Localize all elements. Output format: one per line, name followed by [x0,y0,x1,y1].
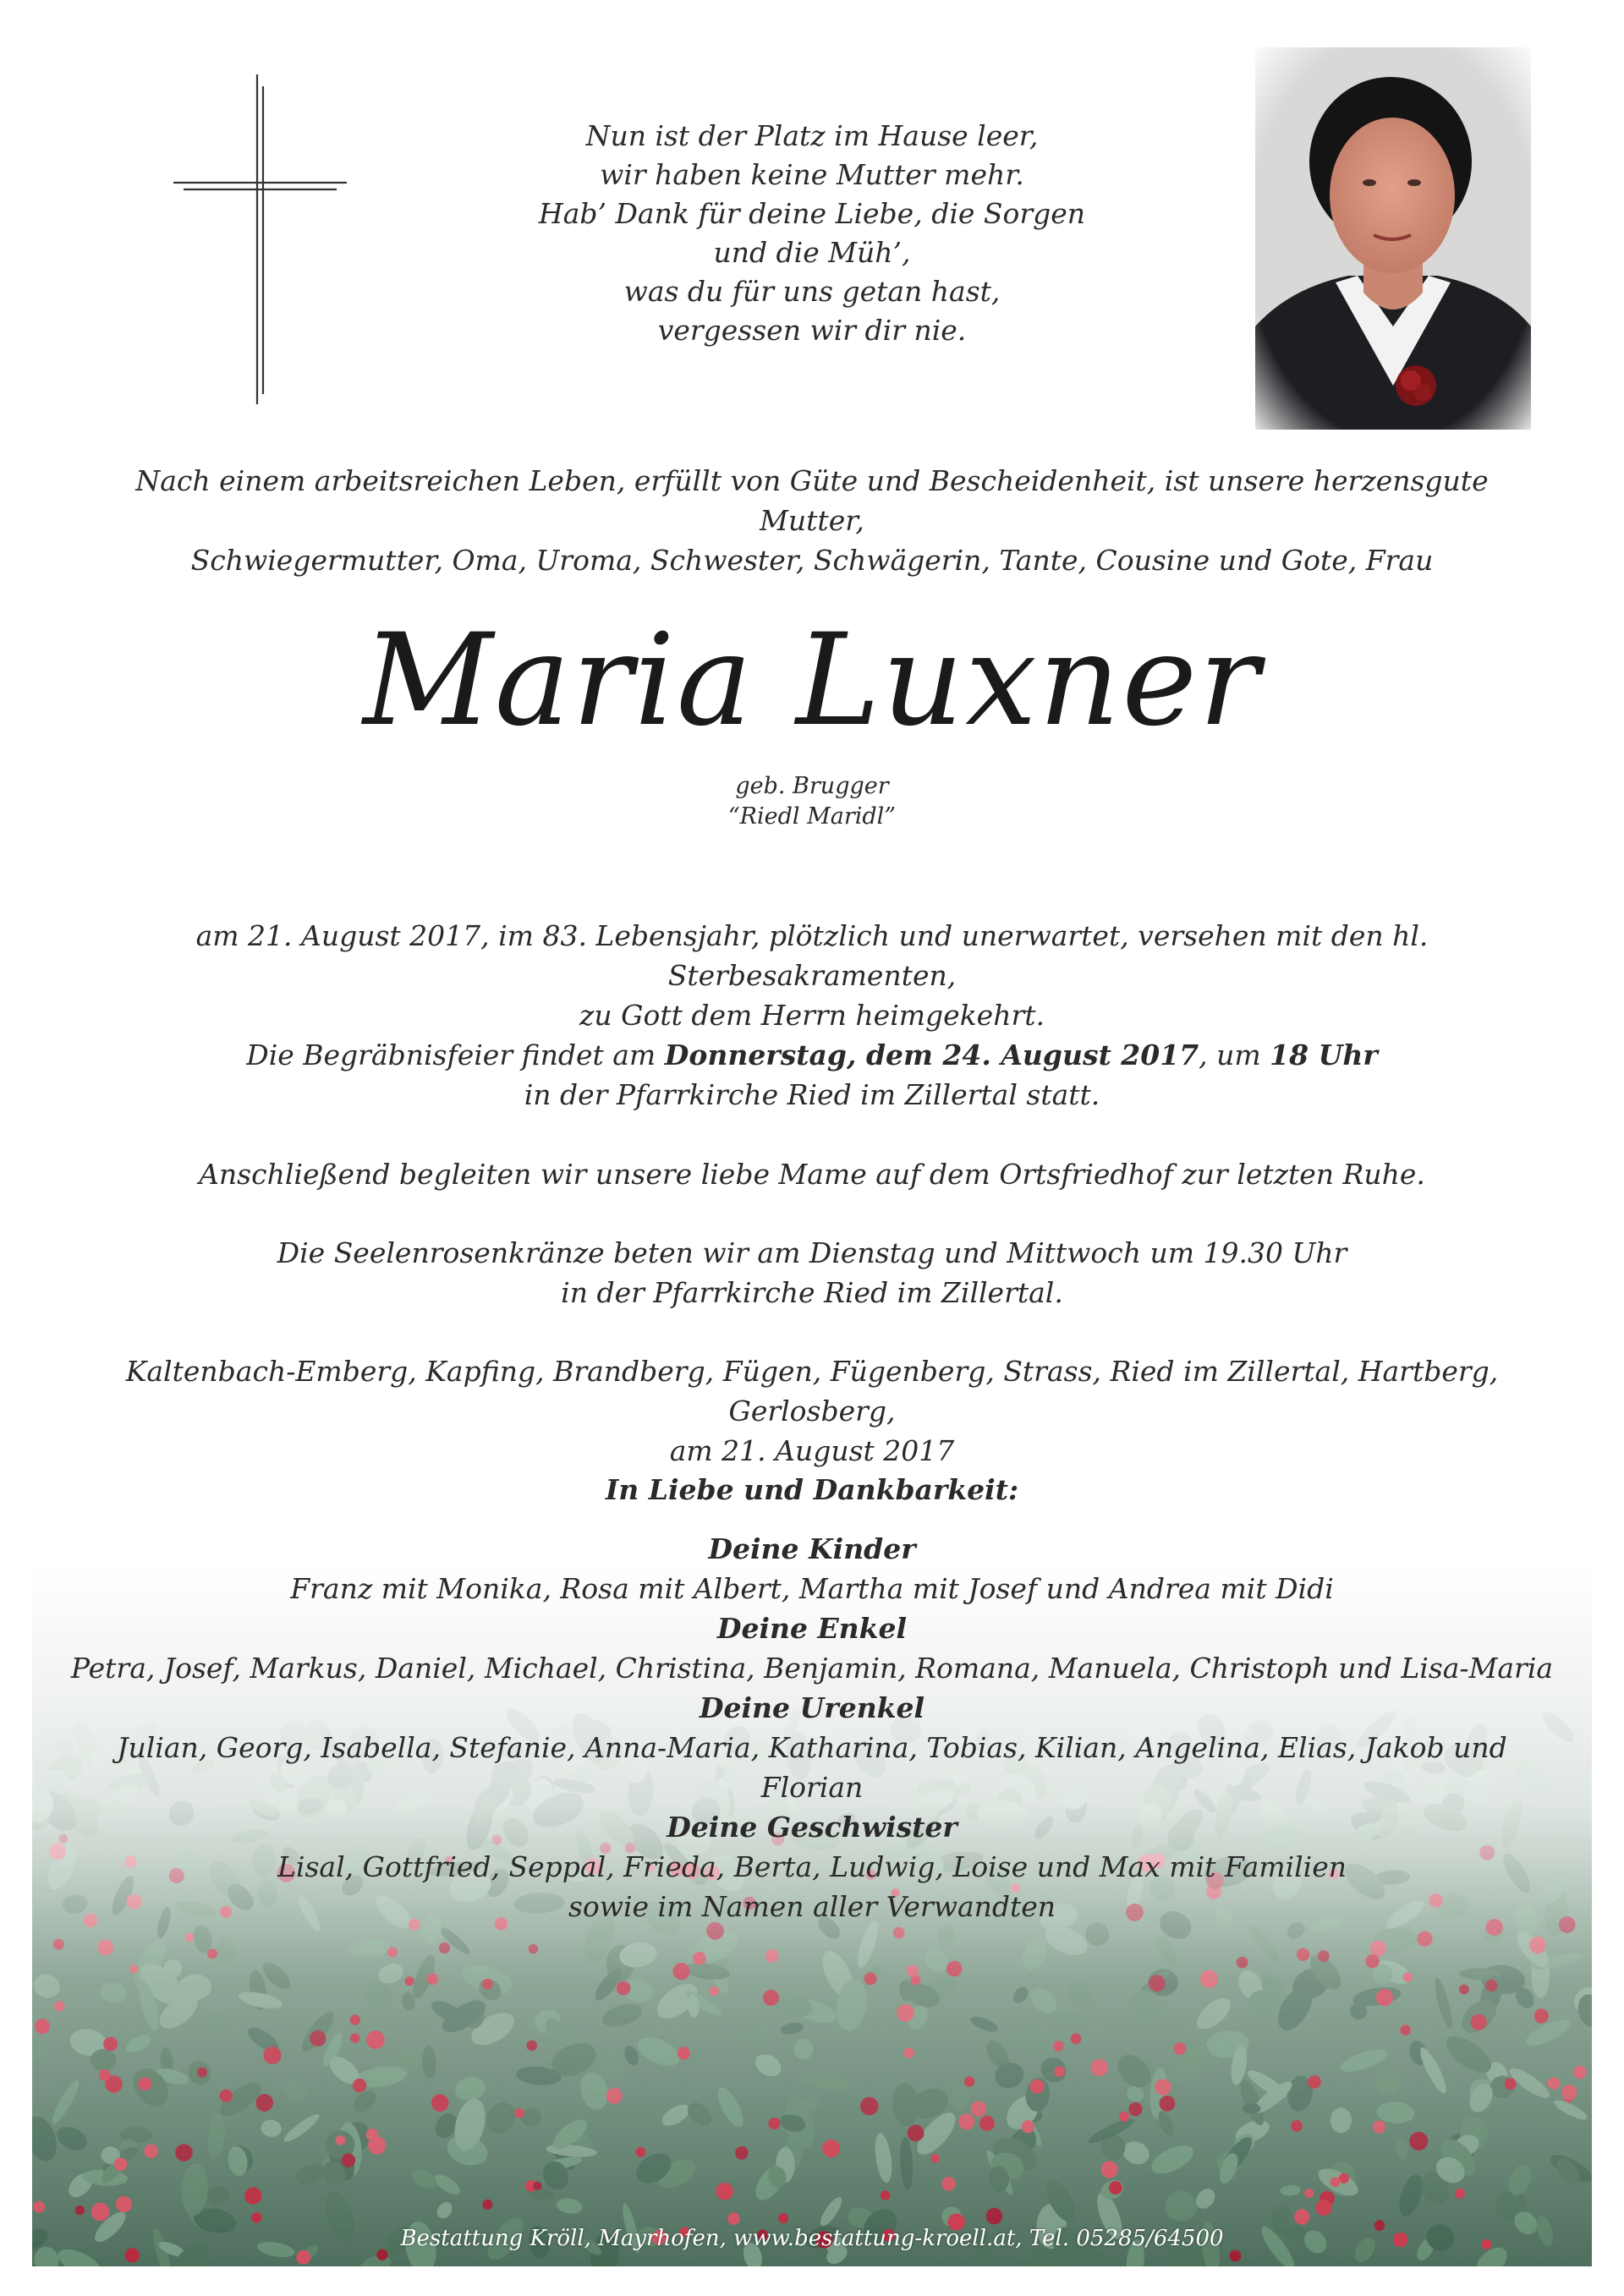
cross-icon [173,74,347,404]
intro-text [85,461,1539,580]
rosary-info [68,1233,1556,1312]
gratitude [68,1470,1556,1510]
grandchildren-names: Petra, Josef, Markus, Daniel, Michael, Christina, Benjamin, Romana, Manuela, Christoph und Lisa-Maria [70,1652,1554,1685]
death-notice-line: zu Gott dem Herrn heimgekehrt. [579,999,1045,1032]
rosary-line: Die Seelenrosenkränze beten wir am Dienstag und Mittwoch um 19.30 Uhr [277,1236,1347,1269]
funeral-mid: , um [1199,1038,1270,1071]
poem-line: was du für uns getan hast, [623,275,1001,308]
funeral-info [68,1035,1556,1115]
places-line: am 21. August 2017 [669,1434,955,1467]
great-grandchildren-heading: Deine Urenkel [699,1691,925,1724]
places-line: Kaltenbach-Emberg, Kapfing, Brandberg, Fügen, Fügenberg, Strass, Ried im Zillertal, Hartberg, Gerlosberg, [125,1355,1499,1427]
siblings-names: Lisal, Gottfried, Seppal, Frieda, Berta, Ludwig, Loise und Max mit Familien [277,1850,1347,1883]
funeral-home-footer: Bestattung Kröll, Mayrhofen, www.bestattung-kroell.at, Tel. 05285/64500 [400,2226,1224,2251]
poem [474,117,1150,350]
funeral-line-1 [68,1035,1556,1075]
great-grandchildren-names: Julian, Georg, Isabella, Stefanie, Anna-Maria, Katharina, Tobias, Kilian, Angelina, Elias, Jakob und Florian [117,1731,1507,1804]
burial-line: Anschließend begleiten wir unsere liebe Mame auf dem Ortsfriedhof zur letzten Ruhe. [199,1158,1425,1191]
places-date [68,1351,1556,1471]
death-notice-line: am 21. August 2017, im 83. Lebensjahr, plötzlich und unerwartet, versehen mit den hl. Sterbesakramenten, [195,919,1429,992]
poem-line: Nun ist der Platz im Hause leer, [585,119,1039,152]
birth-name: geb. Brugger [735,773,889,799]
children-names: Franz mit Monika, Rosa mit Albert, Martha mit Josef und Andrea mit Didi [290,1572,1334,1605]
portrait-photo [1255,47,1531,430]
poem-line: wir haben keine Mutter mehr. [600,158,1024,191]
siblings-heading: Deine Geschwister [667,1811,957,1844]
intro-line: Nach einem arbeitsreichen Leben, erfüllt von Güte und Bescheidenheit, ist unsere herzensgute Mutter, [135,464,1489,537]
death-notice [68,916,1556,1035]
deceased-name: Maria Luxner [363,607,1261,754]
gratitude-heading: In Liebe und Dankbarkeit: [605,1473,1019,1506]
poem-line: Hab’ Dank für deine Liebe, die Sorgen [538,197,1086,230]
grandchildren-heading: Deine Enkel [716,1612,908,1645]
nickname: “Riedl Maridl” [727,803,897,830]
poem-line: vergessen wir dir nie. [657,314,967,347]
burial-info [68,1154,1556,1194]
funeral-time: 18 Uhr [1270,1038,1378,1071]
funeral-line-2: in der Pfarrkirche Ried im Zillertal statt. [524,1078,1100,1111]
family-list [68,1529,1556,1926]
rosary-line: in der Pfarrkirche Ried im Zillertal. [561,1276,1063,1309]
poem-line: und die Müh’, [713,236,911,269]
relatives-line: sowie im Namen aller Verwandten [568,1890,1056,1923]
intro-line: Schwiegermutter, Oma, Uroma, Schwester, Schwägerin, Tante, Cousine und Gote, Frau [190,544,1434,577]
birth-name-block [643,771,981,832]
funeral-prefix: Die Begräbnisfeier findet am [246,1038,665,1071]
funeral-date: Donnerstag, dem 24. August 2017 [664,1038,1199,1071]
children-heading: Deine Kinder [708,1532,916,1565]
